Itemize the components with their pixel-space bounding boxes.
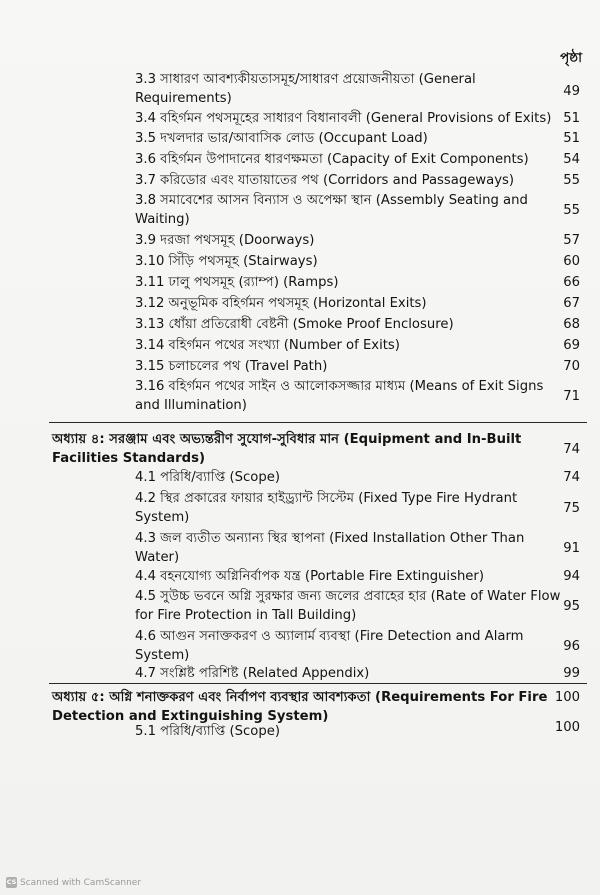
toc-entry-title: 3.11 ঢালু পথসমূহ (র‍্যাম্প) (Ramps) [135, 275, 339, 290]
toc-entry-page: 68 [563, 317, 580, 332]
toc-entry-title: 3.13 ধোঁয়া প্রতিরোধী বেষ্টনী (Smoke Proof Enclosure) [135, 317, 454, 332]
section-divider [49, 422, 587, 423]
toc-entry-title: 3.6 বহির্গমন উপাদানের ধারণক্ষমতা (Capacity of Exit Components) [135, 152, 529, 167]
toc-entry-title: 3.3 সাধারণ আবশ্যকীয়তাসমূহ/সাধারণ প্রয়োজনীয়তা (General Requirements) [135, 72, 476, 106]
toc-entry-page: 51 [563, 131, 580, 146]
toc-entry-page: 67 [563, 296, 580, 311]
toc-entry-page: 69 [563, 338, 580, 353]
toc-entry-title: 3.5 দখলদার ভার/আবাসিক লোড (Occupant Load) [135, 131, 428, 146]
toc-entry-title: 3.8 সমাবেশের আসন বিন্যাস ও অপেক্ষা স্থান (Assembly Seating and Waiting) [135, 193, 528, 227]
toc-entry-page: 71 [563, 389, 580, 404]
toc-entry-title: 3.9 দরজা পথসমূহ (Doorways) [135, 233, 315, 248]
toc-entry-page: 66 [563, 275, 580, 290]
toc-entry-page: 91 [563, 541, 580, 556]
toc-entry-page: 100 [554, 720, 580, 735]
watermark-text: Scanned with CamScanner [20, 877, 142, 888]
toc-entry-page: 75 [563, 501, 580, 516]
toc-entry-title: 4.2 স্থির প্রকারের ফায়ার হাইড্র্যান্ট সিস্টেম (Fixed Type Fire Hydrant System) [135, 491, 518, 525]
toc-entry-title: 4.7 সংশ্লিষ্ট পরিশিষ্ট (Related Appendix) [135, 666, 370, 681]
toc-chapter-title: অধ্যায় ৪: সরঞ্জাম এবং অভ্যন্তরীণ সুযোগ-সুবিধার মান (Equipment and In-Built Facilities Standards) [52, 432, 522, 466]
toc-entry-page: 95 [563, 599, 580, 614]
toc-entry-title: 4.3 জল ব্যতীত অন্যান্য স্থির স্থাপনা (Fixed Installation Other Than Water) [135, 531, 525, 565]
camscanner-logo-icon: CS [6, 878, 17, 886]
toc-entry-title: 3.14 বহির্গমন পথের সংখ্যা (Number of Exits) [135, 338, 400, 353]
toc-entry-page: 55 [563, 203, 580, 218]
toc-entry-title: 4.1 পরিধি/ব্যাপ্তি (Scope) [135, 470, 281, 485]
toc-entry-page: 60 [563, 254, 580, 269]
toc-entry-page: 96 [563, 639, 580, 654]
toc-entry-title: 3.12 অনুভূমিক বহির্গমন পথসমূহ (Horizontal Exits) [135, 296, 427, 311]
toc-entry-page: 51 [563, 111, 580, 126]
toc-entry-page: 54 [563, 152, 580, 167]
toc-entry-page: 99 [563, 666, 580, 681]
toc-entry-title: 3.15 চলাচলের পথ (Travel Path) [135, 359, 328, 374]
toc-entry-page: 70 [563, 359, 580, 374]
toc-entry-title: 4.4 বহনযোগ্য অগ্নিনির্বাপক যন্ত্র (Portable Fire Extinguisher) [135, 569, 484, 584]
toc-entry-title: 3.4 বহির্গমন পথসমূহের সাধারণ বিধানাবলী (General Provisions of Exits) [135, 111, 552, 126]
toc-entry-page: 100 [554, 690, 580, 705]
toc-entry-page: 94 [563, 569, 580, 584]
toc-entry-page: 55 [563, 173, 580, 188]
toc-entry-title: 4.5 সুউচ্চ ভবনে অগ্নি সুরক্ষার জন্য জলের প্রবাহের হার (Rate of Water Flow for Fire Protection in Tall Building) [135, 589, 561, 623]
toc-entry-page: 49 [563, 84, 580, 99]
section-divider [49, 683, 587, 684]
toc-entry-page: 74 [563, 470, 580, 485]
toc-entry-title: 3.7 করিডোর এবং যাতায়াতের পথ (Corridors and Passageways) [135, 173, 515, 188]
page-column-header: পৃষ্ঠা [560, 50, 582, 66]
toc-entry-page: 74 [563, 442, 580, 457]
toc-entry-title: 3.10 সিঁড়ি পথসমূহ (Stairways) [135, 254, 318, 269]
toc-entry-title: 5.1 পরিধি/ব্যাপ্তি (Scope) [135, 724, 281, 739]
toc-entry-title: 3.16 বহির্গমন পথের সাইন ও আলোকসজ্জার মাধ্যম (Means of Exit Signs and Illumination) [135, 379, 544, 413]
toc-entry-page: 57 [563, 233, 580, 248]
scanner-watermark [6, 877, 141, 888]
toc-chapter-title: অধ্যায় ৫: অগ্নি শনাক্তকরণ এবং নির্বাপণ ব্যবস্থার আবশ্যকতা (Requirements For Fire Detection and Extinguishing System) [52, 690, 548, 724]
toc-entry-title: 4.6 আগুন সনাক্তকরণ ও অ্যালার্ম ব্যবস্থা (Fire Detection and Alarm System) [135, 629, 524, 663]
